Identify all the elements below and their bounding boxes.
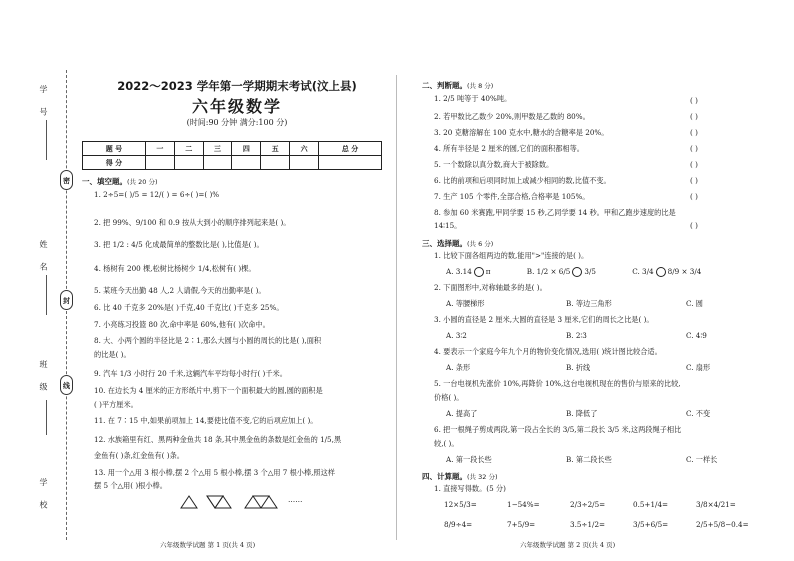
fill-question: 6. 比 40 千克多 20%是( )千克,40 千克比( )千克多 25%。 [94,303,284,312]
continuation-dots: …… [288,495,303,504]
margin-label-name: 姓 名 [39,240,48,277]
choice-question: 6. 把一根绳子剪成两段,第一段占全长的 3/5,第二段长 3/5 米,这两段绳子相比 [434,425,682,434]
calc-item[interactable]: 3/8×4/21= [696,500,736,509]
score-input-cell[interactable] [145,156,174,170]
option-a[interactable]: A. 条形 [446,363,471,372]
calc-item[interactable]: 8/9÷4= [444,520,473,529]
footer-page-1: 六年级数学试题 第 1 页(共 4 页) [160,541,256,549]
choice-options [446,299,743,309]
calc-item[interactable]: 2/3÷2/5= [570,500,606,509]
answer-bracket[interactable]: ( ) [690,96,698,105]
answer-bracket[interactable]: ( ) [690,112,698,121]
margin-line [46,275,47,315]
section-title: 一、填空题。 [82,177,127,186]
margin-line [46,120,47,160]
option-a[interactable]: A. 等腰梯形 [446,299,485,308]
margin-label-student-id: 学 号 [39,85,48,122]
score-input-cell[interactable] [261,156,290,170]
tf-question: 8. 参加 60 米赛跑,甲同学要 15 秒,乙同学要 14 秒。甲和乙跑步速度的比是 [434,208,676,217]
answer-bracket[interactable]: ( ) [690,160,698,169]
calc-item[interactable]: 12×5/3= [444,500,477,509]
score-cell: 总 分 [319,142,382,156]
score-cell: 三 [203,142,232,156]
answer-bracket[interactable]: ( ) [690,176,698,185]
option-c[interactable]: C. 3/4 [632,267,654,276]
fill-question: 8. 大、小两个圆的半径比是 2∶1,那么大圆与小圆的周长的比是( ),面积 [94,336,322,345]
choice-question: 较,( )。 [434,439,459,448]
option-c-rhs: 8/9 × 3/4 [667,267,702,276]
comparison-circle-icon[interactable] [572,267,582,277]
triangle-figure-3 [244,495,280,509]
fill-question: 4. 杨树有 200 棵,松树比杨树少 1/4,松树有( )棵。 [94,264,256,273]
comparison-circle-icon[interactable] [656,267,666,277]
calc-item[interactable]: 2/5+5/8−0.4= [696,520,749,529]
score-cell: 题 号 [83,142,146,156]
fill-question: 9. 汽车 1/3 小时行 20 千米,这辆汽车平均每小时行( )千米。 [94,369,287,378]
answer-bracket[interactable]: ( ) [690,221,698,230]
fill-question: 2. 把 99%、9/100 和 0.9 按从大到小的顺序排列起来是( )。 [94,218,291,227]
calc-item[interactable]: 3/5+6/5= [633,520,669,529]
option-b[interactable]: B. 第二段长些 [566,455,612,464]
option-b[interactable]: B. 等边三角形 [566,299,612,308]
option-a[interactable]: A. 3∶2 [446,331,467,340]
option-c[interactable]: C. 圆 [686,299,703,308]
grade-title: 六年级数学 [191,97,282,116]
section-true-false-heading [422,80,493,91]
calc-row-1 [444,500,759,509]
fill-question: 13. 用一个△用 3 根小棒,摆 2 个△用 5 根小棒,摆 3 个△用 7 根小棒,照这样 [94,468,335,477]
option-c[interactable]: C. 一样长 [686,455,718,464]
seal-marker-feng: 封 [60,290,73,310]
comparison-circle-icon[interactable] [474,267,484,277]
option-a[interactable]: A. 第一段长些 [446,455,492,464]
score-table-header-row [83,142,382,156]
section-points: (共 8 分) [467,82,494,90]
margin-line [46,400,47,435]
option-c[interactable]: C. 不变 [686,409,711,418]
seal-marker-mi: 密 [60,170,73,190]
option-b[interactable]: B. 折线 [566,363,591,372]
section-choice-heading [422,238,493,249]
margin-label-school: 学 校 [39,478,48,515]
answer-bracket[interactable]: ( ) [690,144,698,153]
choice-options [446,409,750,419]
score-cell: 六 [290,142,319,156]
margin-label-class: 班 级 [39,360,48,397]
score-cell: 得 分 [83,156,146,170]
section-title: 四、计算题。 [422,472,467,481]
footer-page-2: 六年级数学试题 第 2 页(共 4 页) [520,541,616,549]
fill-question: 10. 在边长为 4 厘米的正方形纸片中,剪下一个面积最大的圆,圆的面积是 [94,386,323,395]
section-points: (共 20 分) [127,178,158,186]
calc-row-2 [444,520,759,529]
fill-question: 的比是( )。 [94,350,131,359]
section-calculation-heading [422,471,497,482]
option-b[interactable]: B. 2∶3 [566,331,587,340]
fill-question: 1. 2÷5=( )/5 = 12/( ) = 6÷( )=( )% [94,190,220,199]
fill-question: ( )平方厘米。 [94,400,138,409]
section-points: (共 32 分) [467,473,498,481]
fill-question: 5. 某班今天出勤 48 人,2 人请假,今天的出勤率是( )。 [94,286,266,295]
choice-question: 2. 下面图形中,对称轴最多的是( )。 [434,283,547,292]
tf-question: 1. 2/5 吨等于 40%吨。 [434,94,512,103]
tf-question: 5. 一个数除以真分数,商大于被除数。 [434,160,554,169]
choice-question: 4. 要表示一个家庭今年九个月的物价变化情况,选用( )统计图比较合适。 [434,347,662,356]
fill-question: 11. 在 7∶15 中,如果前项加上 14,要使比值不变,它的后项应加上( )。 [94,416,318,425]
tf-question: 14∶15。 [434,221,462,230]
binding-margin [0,70,90,540]
choice-question: 3. 小圆的直径是 2 厘米,大圆的直径是 3 厘米,它们的周长之比是( )。 [434,315,654,324]
calc-item[interactable]: 7+5/9= [507,520,536,529]
tf-question: 7. 生产 105 个零件,全部合格,合格率是 105%。 [434,192,590,201]
answer-bracket[interactable]: ( ) [690,128,698,137]
calc-item[interactable]: 0.5+1/4= [633,500,669,509]
fill-question: 3. 把 1/2 : 4/5 化成最简单的整数比是( ),比值是( )。 [94,240,264,249]
choice-options [446,331,747,340]
option-b-rhs: 3/5 [584,267,596,276]
score-input-cell[interactable] [290,156,319,170]
exam-title: 2022～2023 学年第一学期期末考试(汶上县) [117,79,357,93]
score-input-cell[interactable] [174,156,203,170]
option-b[interactable]: B. 1/2 × 6/5 [526,267,571,276]
calc-item[interactable]: 1−54%= [507,500,540,509]
option-c[interactable]: C. 4∶9 [686,331,707,340]
fill-question: 12. 水族箱里有红、黑两种金鱼共 18 条,其中黑金鱼的条数是红金鱼的 1/5,黑 [94,435,342,444]
choice-options [446,363,750,373]
score-input-cell[interactable] [319,156,382,170]
triangle-figures [180,495,330,509]
fill-question: 摆 5 个△用( )根小棒。 [94,481,167,490]
score-cell: 四 [232,142,261,156]
score-table-score-row [83,156,382,170]
section-points: (共 6 分) [467,240,494,248]
option-c[interactable]: C. 扇形 [686,363,711,372]
exam-info: (时间:90 分钟 满分:100 分) [186,118,288,127]
option-a[interactable]: A. 提高了 [446,409,478,418]
score-input-cell[interactable] [203,156,232,170]
choice-options [446,267,701,277]
option-a-rhs: π [485,267,491,276]
choice-question: 5. 一台电视机先涨价 10%,再降价 10%,这台电视机现在的售价与原来的比较, [434,379,681,388]
score-table [82,141,382,170]
calc-subheading: 1. 直接写得数。(5 分) [434,484,506,493]
score-cell: 二 [174,142,203,156]
section-title: 三、选择题。 [422,239,467,248]
option-b[interactable]: B. 降低了 [566,409,598,418]
calc-item[interactable]: 3.5÷1/2= [570,520,606,529]
choice-options [446,455,757,465]
score-cell: 五 [261,142,290,156]
section-title: 二、判断题。 [422,81,467,90]
answer-bracket[interactable]: ( ) [690,192,698,201]
tf-question: 3. 20 克糖溶解在 100 克水中,糖水的含糖率是 20%。 [434,128,609,137]
score-input-cell[interactable] [232,156,261,170]
fill-question: 7. 小亮练习投篮 80 次,命中率是 60%,他有( )次命中。 [94,320,270,329]
tf-question: 6. 比的前项和后项同时加上或减少相同的数,比值不变。 [434,176,611,185]
option-a[interactable]: A. 3.14 [446,267,472,276]
fill-question: 金鱼有( )条,红金鱼有( )条。 [94,451,184,460]
tf-question: 4. 所有半径是 2 厘米的圆,它们的面积都相等。 [434,144,584,153]
section-fill-blank-heading [82,176,157,187]
tf-question: 2. 若甲数比乙数少 20%,则甲数是乙数的 80%。 [434,112,590,121]
seal-marker-xian: 线 [60,375,73,395]
choice-question: 价格( )。 [434,393,464,402]
triangle-figure-2 [206,495,234,509]
score-cell: 一 [145,142,174,156]
page-divider [396,75,397,540]
triangle-figure-1 [180,495,198,509]
choice-question: 1. 比较下面各组两边的数,能用">"连接的是( )。 [434,251,589,260]
